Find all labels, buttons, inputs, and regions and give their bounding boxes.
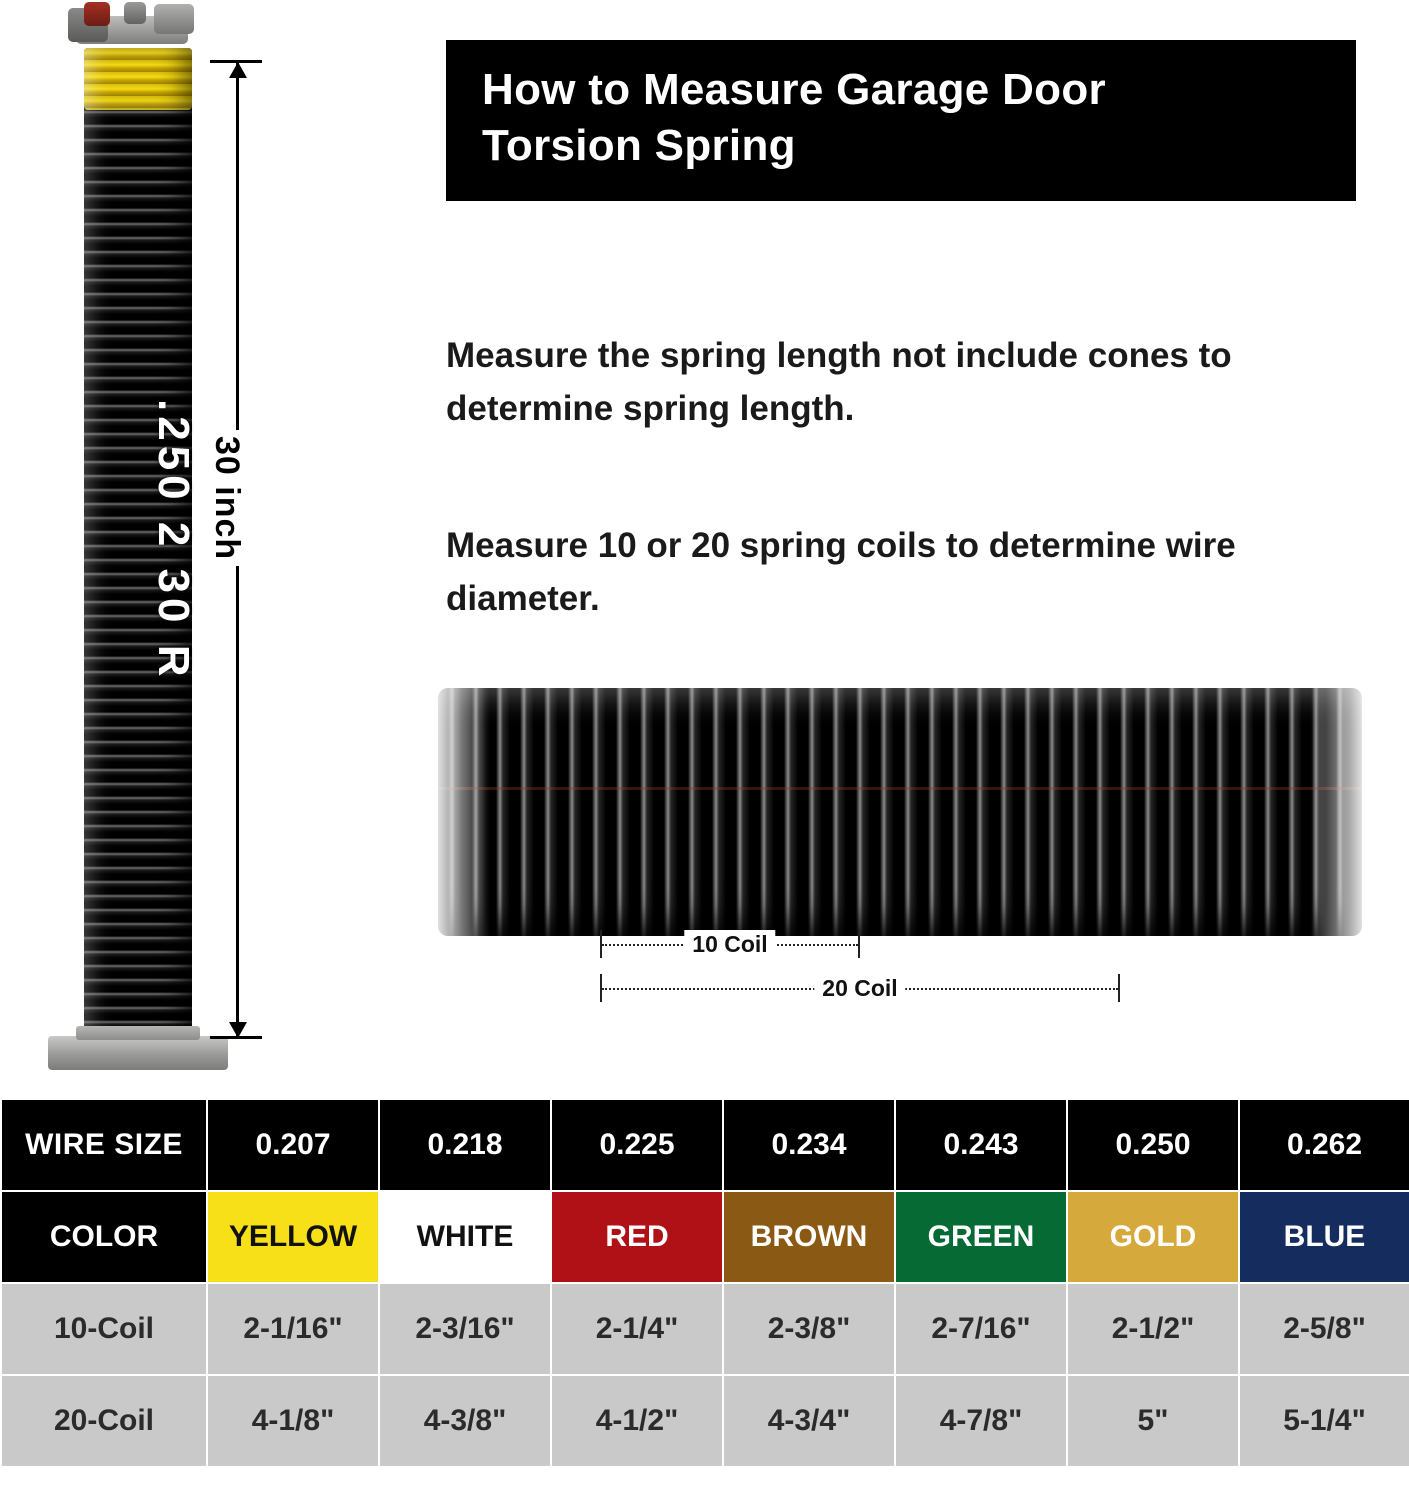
cell-coil20-5: 5"	[1067, 1375, 1239, 1467]
cell-coil20-3: 4-3/4"	[723, 1375, 895, 1467]
coil-10-dimension	[600, 930, 860, 960]
coil-20-dimension	[600, 974, 1120, 1004]
spring-cone-icon	[68, 2, 194, 54]
coil-10-label: 10 Coil	[684, 930, 775, 958]
cell-color-6: BLUE	[1239, 1191, 1409, 1283]
spring-length-label: 30 inch	[205, 430, 248, 566]
cell-coil20-0: 4-1/8"	[207, 1375, 379, 1467]
spring-fade-left	[430, 680, 490, 944]
cell-wire-size-5: 0.250	[1067, 1099, 1239, 1191]
cell-coil10-3: 2-3/8"	[723, 1283, 895, 1375]
cell-wire-size-6: 0.262	[1239, 1099, 1409, 1191]
cell-coil10-0: 2-1/16"	[207, 1283, 379, 1375]
instruction-text-1: Measure the spring length not include cones to determine spring length.	[446, 336, 1232, 428]
cell-color-1: WHITE	[379, 1191, 551, 1283]
cell-wire-size-2: 0.225	[551, 1099, 723, 1191]
row-label-coil-10: 10-Coil	[1, 1283, 207, 1375]
cell-coil10-6: 2-5/8"	[1239, 1283, 1409, 1375]
instruction-text-2: Measure 10 or 20 spring coils to determine wire diameter.	[446, 526, 1236, 618]
cell-coil10-5: 2-1/2"	[1067, 1283, 1239, 1375]
coil-20-label: 20 Coil	[814, 974, 905, 1002]
page-title-line-2: Torsion Spring	[482, 121, 796, 171]
spring-color-band-yellow	[84, 48, 192, 110]
table-row-coil-10	[1, 1283, 1409, 1375]
cell-coil10-2: 2-1/4"	[551, 1283, 723, 1375]
cell-coil10-4: 2-7/16"	[895, 1283, 1067, 1375]
cell-color-4: GREEN	[895, 1191, 1067, 1283]
cell-wire-size-1: 0.218	[379, 1099, 551, 1191]
vertical-spring-figure	[0, 0, 300, 1090]
spring-printed-label: .250 2 30 R	[149, 398, 198, 682]
spring-fade-right	[1310, 680, 1370, 944]
row-label-color: COLOR	[1, 1191, 207, 1283]
cell-wire-size-4: 0.243	[895, 1099, 1067, 1191]
page-title-line-1: How to Measure Garage Door	[482, 65, 1106, 114]
table-row-wire-size	[1, 1099, 1409, 1191]
wire-size-table	[0, 1098, 1409, 1468]
row-label-wire-size: WIRE SIZE	[1, 1099, 207, 1191]
cell-color-2: RED	[551, 1191, 723, 1283]
cell-color-3: BROWN	[723, 1191, 895, 1283]
horizontal-spring-figure	[430, 680, 1370, 1001]
dimension-arrow-up-icon	[229, 62, 247, 78]
table-row-coil-20	[1, 1375, 1409, 1467]
cell-coil20-2: 4-1/2"	[551, 1375, 723, 1467]
dimension-arrow-down-icon	[229, 1022, 247, 1038]
cell-wire-size-0: 0.207	[207, 1099, 379, 1191]
cell-coil20-4: 4-7/8"	[895, 1375, 1067, 1467]
title-banner	[446, 40, 1356, 201]
cell-coil20-1: 4-3/8"	[379, 1375, 551, 1467]
spring-body	[84, 48, 192, 1038]
spring-coils	[438, 688, 1362, 936]
spring-mounting-plate	[48, 1036, 228, 1070]
cell-color-0: YELLOW	[207, 1191, 379, 1283]
cell-coil10-1: 2-3/16"	[379, 1283, 551, 1375]
cell-color-5: GOLD	[1067, 1191, 1239, 1283]
cell-coil20-6: 5-1/4"	[1239, 1375, 1409, 1467]
cell-wire-size-3: 0.234	[723, 1099, 895, 1191]
table-row-color	[1, 1191, 1409, 1283]
row-label-coil-20: 20-Coil	[1, 1375, 207, 1467]
